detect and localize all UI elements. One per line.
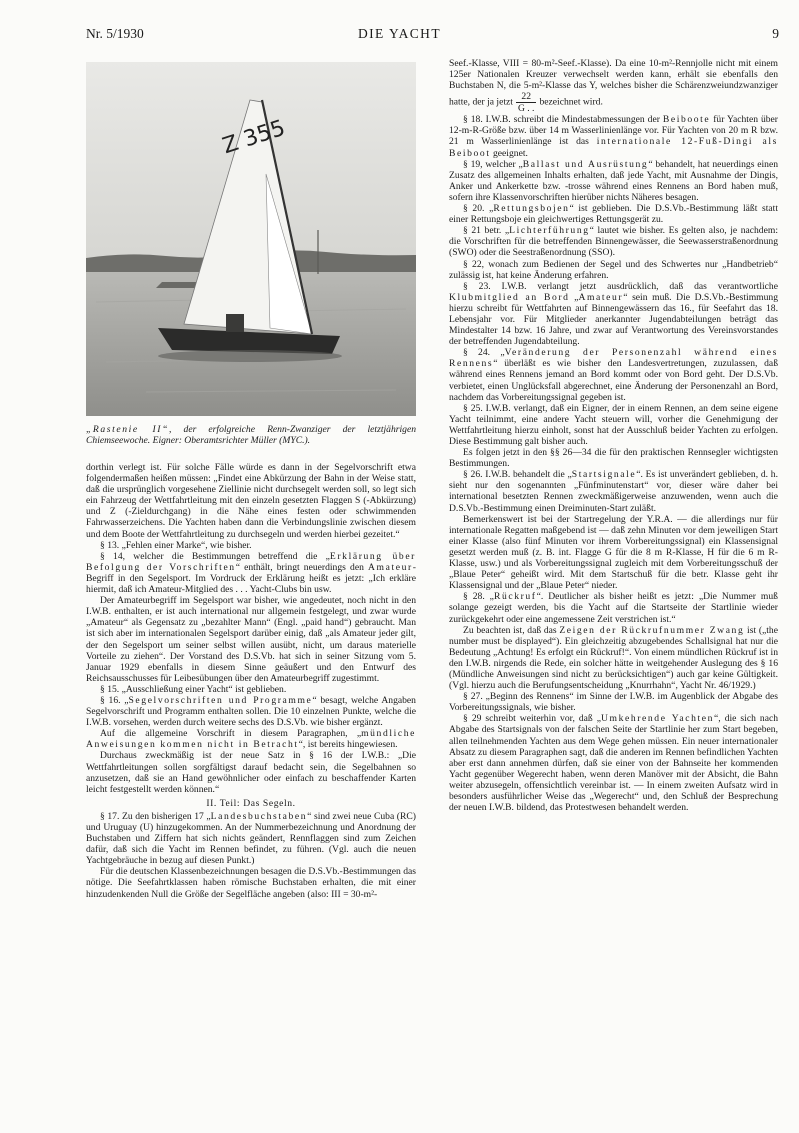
paragraph: dorthin verlegt ist. Für solche Fälle würde es dann in der Segelvorschrift etwa folgendermaßen heißen müssen: „Findet eine Abkürzung der Bahn in der Weise statt, daß die ursprünglich vorgesehene Ziellinie nicht durchsegelt werden soll, so legt sich ein Fahrzeug der Wettfahrtleitung mit den einzeln gesetzten Flaggen S (-Abkürzung) und Z (-Zieldurchgang) in die Nähe eines festen oder schwimmenden Fahrwasserzeichens. Die Yachten haben dann die Verbindungslinie zwischen diesem und dem Boote der Wettfahrtleitung zu durchsegeln und werden hierbei gezeitet.“	[86, 462, 416, 540]
spaced-term: Amateur	[578, 291, 624, 303]
text-run: § 29 schreibt weiterhin vor, daß „	[463, 713, 601, 725]
paragraph: Für die deutschen Klassenbezeichnungen besagen die D.S.Vb.-Bestimmungen das nötige. Die Seefahrtklassen haben römische Buchstaben erhalten, die mit einer hinzudenkenden Null die Größe der Segelfläche angeben (also: III = 30-m²-	[86, 866, 416, 900]
paragraph	[449, 225, 778, 258]
caption-boat-name: „Rastenie II“	[86, 424, 170, 435]
text-run: § 16. „	[100, 694, 129, 706]
text-run: “ behandelt, hat neuerdings einen Zusatz des allgemeinen Inhalts erhalten, daß jede Yacht, mit Ausnahme der Dingis, Anker und Ankerkette bzw. -trosse während eines Rennens an Bord haben muß, sofern ihre Klassenvorschriften hierüber nichts Näheres besagen.	[449, 158, 779, 203]
page-number: 9	[772, 26, 779, 41]
paragraph	[86, 811, 416, 866]
text-run: § 14, welcher die Bestimmungen betreffend die „	[100, 550, 330, 562]
text-run: Auf die allgemeine Vorschrift in diesem Paragraphen, „	[100, 728, 362, 740]
spaced-term: Rettungsbojen	[493, 203, 570, 215]
spaced-term: Veränderung der Personenzahl während eines Rennens	[449, 347, 778, 370]
left-column	[86, 462, 416, 900]
paragraph	[449, 58, 778, 114]
spaced-term: Zeigen der Rückrufnummer Zwang	[559, 624, 745, 636]
spaced-term: Rückruf	[493, 591, 537, 603]
right-column	[449, 58, 778, 813]
text-run: “ ist geblieben. Die D.S.Vb.-Bestimmung läßt statt einer Rettungsboje ein gleichwertiges Rettungsgerät zu.	[449, 203, 778, 226]
spaced-term: Umkehrende Yachten	[601, 713, 715, 725]
paragraph	[449, 159, 778, 203]
text-run: -Begriff in den Segelsport. Im Vordruck der Erklärung heißt es jetzt: „Ich erkläre hiermit, daß ich Amateur-Mitglied des . . . Yacht-Clubs bin usw.	[86, 561, 416, 596]
sailboat-photo-image	[86, 62, 416, 416]
spaced-term: Ballast und Ausrüstung	[522, 158, 649, 170]
text-run: “ besagt, welche Angaben Segelvorschrift und Programm enthalten sollen. Die 10 einzelnen Punkte, welche die I.W.B. vorsehen, werden durch weitere sechs des D.S.Vb. wie bisher ergänzt.	[86, 694, 416, 729]
spaced-term: Beiboote	[662, 114, 711, 126]
spaced-term: Erklärung über Befolgung der Vorschriften	[86, 550, 416, 573]
spaced-term: Lichterführung	[509, 225, 590, 237]
paragraph: § 15. „Ausschließung einer Yacht“ ist geblieben.	[100, 683, 287, 695]
spaced-term: Landesbuchstaben	[210, 810, 308, 822]
text-run: Seef.-Klasse, VIII = 80-m²-Seef.-Klasse). Da eine 10-m²-Rennjolle nicht mit einem 125er Nationalen Kreuzer verwechselt werden kann, erhält sie ebenfalls den Buchstaben N, die 5-m²-Klasse das Y, welches bisher die Schärenzweiundzwanziger hatte, der ja jetzt	[449, 58, 778, 108]
text-run: “ sind zwei neue Cuba (RC) und Uruguay (U) hinzugekommen. An der Nummerbezeichnung und Anordnung der Buchstaben und Ziffern hat sich nichts geändert, Rennflaggen sind zum Zeichen dafür, daß sich die Yacht im Rennen befindet, zu führen. (Vgl. auch die neuen Yachtgebräuche in bezug auf diesen Punkt.)	[86, 810, 416, 867]
text-run: “ sein muß. Die D.S.Vb.-Bestimmung hierzu schreibt für Wettfahrten auf Binnengewässern das 16., für Seefahrt das 18. Lebensjahr vor. Für Mitglieder anerkannter Jugendabteilungen beträgt das Mindestalter 14 bzw. 16 Jahre, und zwar auf Verantwortung des Vereinsvorstandes der betreffenden Jugendabteilung.	[449, 291, 779, 348]
paragraph: Der Amateurbegriff im Segelsport war bisher, wie angedeutet, noch nicht in den I.W.B. enthalten, er ist auch international nur allgemein festgelegt, und zwar wurde „Amateur“ als Gegensatz zu „bezahlter Mann“ (Engl. „paid hand“) gebraucht. Man ist sich aber im internationalen Segelsport darüber einig, daß „als Amateur jeder gilt, der den Segelsport um seiner selbst willen ausübt, nicht, um daraus materielle Vorteile zu ziehen“. Der Vorstand des D.S.Vb. hat sich in seiner Sitzung vom 5. Januar 1929 ebenfalls in diesem Sinne geäußert und den Entwurf des Reichsausschusses für Leibesübungen über den Amateurbegriff zugestimmt.	[86, 595, 416, 684]
photo-caption	[86, 424, 416, 446]
text-run: für Yachten über 12-m-R-Größe bzw. über 14 m Wasserlinienlänge vor. Für Yachten von 20 m R bzw. 21 m Wasserlinienlänge ist das	[449, 114, 778, 148]
text-run: geeignet.	[490, 147, 528, 159]
text-run: § 24. „	[463, 347, 505, 359]
paragraph	[449, 713, 778, 813]
paragraph	[86, 551, 416, 595]
paragraph: § 25. I.W.B. verlangt, daß ein Eigner, der in einem Rennen, an dem seine eigene Yacht teilnimmt, eine andere Yacht steuern will, vorher die Genehmigung der Wettfahrtleitung hierzu einholt, sonst hat der Ausschluß beider Yachten zu erfolgen. Diese Bestimmung galt bisher auch.	[449, 402, 778, 447]
section-heading: II. Teil: Das Segeln.	[206, 797, 296, 809]
caption-text: , der erfolgreiche Renn-Zwanziger der letztjährigen Chiemseewoche. Eigner: Oberamtsrichter Müller (MYC.).	[86, 424, 417, 447]
text-run: § 28. „	[463, 591, 494, 603]
paragraph	[449, 625, 778, 692]
page-header	[0, 26, 799, 46]
spaced-term: Startsignale	[571, 469, 637, 481]
text-run: § 18. I.W.B. schreibt die Mindestabmessungen der	[463, 114, 663, 126]
text-run: § 21 betr. „	[463, 225, 510, 237]
paragraph	[86, 728, 416, 750]
paragraph: Bemerkenswert ist bei der Startregelung der Y.R.A. — die allerdings nur für internationale Regatten maßgebend ist — daß zehn Minuten vor dem jeweiligen Start einer Klasse (also fünf Minuten vor ihrem Vorbereitungssignal) ein Klassensignal gesetzt werden muß (z. B. int. Flagge G für die 8 m R-Klasse, H für die 6 m R-Klasse, usw.) und als Vorbereitungssignal zugleich mit dem Vorbereitungsschuß der „Blaue Peter“ geheißt wird. Mit dem Startschuß für die betr. Klasse geht ihr Klassensignal und der „Blaue Peter“ nieder.	[449, 513, 778, 592]
text-run: „	[569, 291, 579, 303]
spaced-term: Amateur	[368, 561, 413, 573]
issue-number: Nr. 5/1930	[86, 26, 144, 41]
paragraph: Es folgen jetzt in den §§ 26—34 die für den praktischen Rennsegler wichtigsten Bestimmungen.	[449, 447, 778, 470]
paragraph: Durchaus zweckmäßig ist der neue Satz in § 16 der I.W.B.: „Die Wettfahrtleitungen sollen sorgfältigst darauf bedacht sein, die Segelbahnen so anzusetzen, daß sie an Hand gewöhnlicher oder einfach zu beschaffender Karten leicht festgestellt werden können.“	[86, 750, 416, 795]
text-run: § 23. I.W.B. verlangt jetzt ausdrücklich, daß das verantwortliche	[463, 280, 778, 292]
paragraph: § 13. „Fehlen einer Marke“, wie bisher.	[100, 539, 252, 551]
text-run: § 17. Zu den bisherigen 17 „	[100, 810, 211, 822]
text-run: Zu beachten ist, daß das	[463, 624, 560, 636]
text-run: § 20. „	[463, 203, 494, 215]
spaced-term: mündliche Anweisungen kommen nicht in Betracht	[86, 728, 416, 751]
paragraph	[449, 203, 778, 225]
paragraph: § 22, wonach zum Bedienen der Segel und des Schwertes nur „Handbetrieb“ zulässig ist, hat keine Änderung erfahren.	[449, 258, 778, 281]
paragraph	[86, 695, 416, 728]
text-run: “. Es ist unverändert geblieben, d. h. sieht nur den sogenannten „Fünfminutenstart“ vor, dieser wäre daher bei international besetzten Rennen zweckmäßigerweise anzuwenden, wenn auch die D.S.Vb.-Bestimmung einen Dreiminuten-Start zuläßt.	[449, 469, 778, 514]
paragraph	[449, 347, 778, 402]
text-run: “, ist bereits hingewiesen.	[298, 739, 398, 751]
fraction-denominator: G . .	[517, 103, 535, 115]
spaced-term: Segelvorschriften und Programme	[128, 694, 313, 706]
fraction	[516, 91, 537, 114]
text-run: ist („the number must be displayed“). Ein gleichzeitig abzugebendes Schallsignal hat nur die Bedeutung „Achtung! Es erfolgt ein Rückruf!“. Von einem mündlichen Rückruf ist in den I.W.B. nirgends die Rede, ein solcher hätte in weitgehender Auslegung des § 16 (Mündliche Anweisungen sind nicht zu berücksichtigen“) auch gar keine Gültigkeit. (Vgl. hierzu auch die Berufungsentscheidung „Knurrhahn“, Yacht Nr. 46/1929.)	[449, 624, 778, 692]
text-run: § 26. I.W.B. behandelt die „	[463, 469, 572, 481]
sailboat-photo	[86, 62, 416, 416]
spaced-term: Klubmitglied an Bord	[449, 291, 570, 303]
paragraph	[449, 591, 778, 624]
magazine-title: DIE YACHT	[358, 26, 441, 41]
text-run: § 19, welcher „	[463, 158, 523, 170]
text-run: “ überläßt es wie bisher den Landesvertretungen, zuzulassen, daß während eines Rennens jemand an Bord kommt oder von Bord geht. Der D.S.Vb. verbietet, einen Unglücksfall abgerechnet, eine Änderung der Personenzahl an Bord, nachdem das Vorbereitungssignal gegeben ist.	[449, 358, 778, 403]
sail-number-text: Z 355	[219, 115, 289, 160]
paragraph	[449, 469, 778, 513]
text-run: “ enthält, bringt neuerdings den	[235, 561, 369, 573]
paragraph	[449, 281, 778, 348]
paragraph: § 27. „Beginn des Rennens“ im Sinne der I.W.B. im Augenblick der Abgabe des Vorbereitungssignals, wie bisher.	[449, 691, 778, 714]
text-run: “, die sich nach Abgabe des Startsignals von der falschen Seite der Startlinie her zum Start begeben, allen teilnehmenden Yachten aus dem Wege gehen müssen. Ein neuer internationaler Absatz zu diesem Paragraphen sagt, daß die anderen im Rennen befindlichen Yachten aber erst dann annehmen dürfen, daß sie einer von der Bahnseite her kommenden Yacht gegenüber Wegerecht haben, wenn deren Manöver mit der Absicht, die Bahn weiter abzusegeln, offensichtlich vereinbar ist. — In einem zweiten Aufsatz wird in besonders ausführlicher Weise das „Wegerecht“ und, den Schluß der Besprechung der neuen I.W.B. bildend, das Protestwesen behandelt werden.	[449, 713, 779, 814]
paragraph	[449, 114, 778, 158]
spaced-term: internationale 12-Fuß-Dingi als Beiboot	[449, 136, 778, 159]
text-run: “ lautet wie bisher. Es gelten also, je nachdem: die Vorschriften für die betreffenden Binnengewässer, die Seewasserstraßenordnung (SWO) oder die Seestraßenordnung (SSO).	[449, 225, 778, 259]
fraction-numerator: 22	[516, 91, 537, 103]
text-run: bezeichnet wird.	[539, 96, 603, 108]
text-run: “. Deutlicher als bisher heißt es jetzt: „Die Nummer muß solange gezeigt werden, bis die Yacht auf die Startseite der Startlinie wieder zurückgekehrt oder eine angemessene Zeit verstrichen ist.“	[449, 591, 778, 625]
